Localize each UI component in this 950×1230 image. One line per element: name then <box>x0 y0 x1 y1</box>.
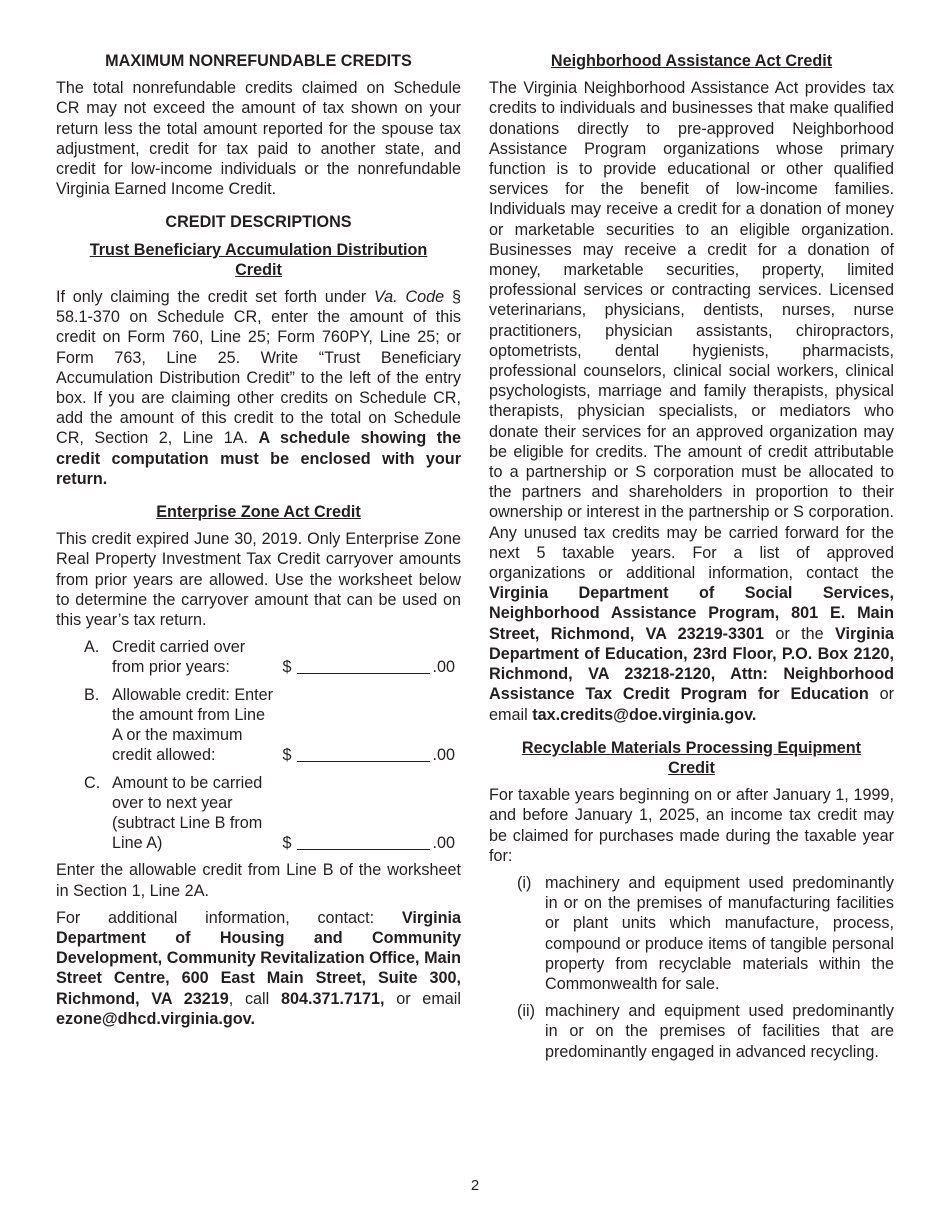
worksheet-line-a <box>56 637 461 677</box>
list-item <box>489 1001 894 1062</box>
worksheet-text: Credit carried over from prior years: <box>112 638 246 677</box>
list-item <box>489 873 894 994</box>
recyclable-heading <box>489 738 894 778</box>
credit-descriptions-heading: CREDIT DESCRIPTIONS <box>165 213 352 232</box>
max-credits-heading: MAXIMUM NONREFUNDABLE CREDITS <box>105 52 412 70</box>
right-column <box>489 51 894 1069</box>
list-item-text: machinery and equipment used predominantly in or on the premises of facilities that are predominantly engaged in advanced recycling. <box>545 1002 894 1061</box>
naa-doe-address: Virginia Department of Education, 23rd Floor, P.O. Box 2120, Richmond, VA 23218-2120, Attn: Neighborhood Assistance Tax Credit Program for Education <box>489 624 895 704</box>
naa-text: The Virginia Neighborhood Assistance Act provides tax credits to individuals and businesses that make qualified donations directly to pre-approved Neighborhood Assistance Program organizations whose primary function is to provide educational or other qualified services for the benefit of low-income families. Individuals may receive a credit for a donation of money or marketable securities to an eligible organization. Businesses may receive a credit for a donation of money, marketable securities, property, limited professional services or contracting services. Licensed veterinarians, physicians, dentists, nurses, nurse practitioners, physician assistants, chiropractors, optometrists, dental hygienists, pharmacists, professional counselors, clinical social workers, clinical psychologists, marriage and family therapists, physical therapists, physician specialists, or mediators who donate their services for an approved organization may be eligible for credits. The amount of credit attributable to a partnership or S corporation must be allocated to the partners and shareholders in proportion to their ownership or interest in the partnership or S corporation. Any unused tax credits may be carried forward for the next 5 taxable years. For a list of approved organizations or additional information, contact the <box>489 79 894 583</box>
worksheet-line-c <box>56 773 461 854</box>
trust-heading-line1: Trust Beneficiary Accumulation Distribution <box>89 240 428 259</box>
va-code-italic: Va. Code <box>373 288 445 307</box>
naa-heading-text: Neighborhood Assistance Act Credit <box>550 52 833 70</box>
left-column <box>56 51 461 1036</box>
contact-text: For additional information, contact: <box>56 908 402 927</box>
worksheet-letter: B. <box>84 685 100 704</box>
naa-text: or the <box>764 624 835 643</box>
dollar-sign: $ <box>282 834 292 853</box>
naa-dss-address: Virginia Department of Social Services, Neighborhood Assistance Program, 801 E. Main Street, Richmond, VA 23219-3301 <box>489 584 894 643</box>
trust-heading-line2: Credit <box>235 260 282 279</box>
amount-blank[interactable] <box>297 747 430 762</box>
page-number: 2 <box>470 1177 480 1194</box>
contact-phone[interactable]: 804.371.7171, <box>280 989 385 1008</box>
trust-credit-paragraph <box>56 287 461 489</box>
naa-heading <box>489 51 894 71</box>
trust-credit-heading <box>56 240 461 280</box>
cents: .00 <box>432 746 455 765</box>
worksheet-text: Allowable credit: Enter the amount from Line A or the maximum credit allowed: <box>112 685 274 765</box>
amount-blank[interactable] <box>297 659 430 674</box>
rm-heading-line2: Credit <box>668 758 715 777</box>
rm-heading-line1: Recyclable Materials Processing Equipment <box>521 738 862 757</box>
worksheet-text: Amount to be carried over to next year (subtract Line B from Line A) <box>112 773 263 853</box>
list-item-number: (ii) <box>517 1002 535 1021</box>
contact-text: or email <box>384 989 461 1008</box>
trust-text-a: If only claiming the credit set forth under <box>56 288 374 307</box>
naa-text: or email <box>489 685 894 724</box>
worksheet-line-b <box>56 685 461 766</box>
enterprise-zone-contact <box>56 908 461 1029</box>
list-item-text: machinery and equipment used predominantly in or on the premises of manufacturing facilities or plant units which manufacture, process, compound or produce items of tangible personal property from recyclable materials within the Commonwealth for sale. <box>545 873 894 993</box>
ez-heading-text: Enterprise Zone Act Credit <box>156 503 361 522</box>
dollar-sign: $ <box>282 746 292 765</box>
amount-blank[interactable] <box>297 835 430 850</box>
trust-text-bold: A schedule showing the credit computation must be enclosed with your return. <box>56 429 461 488</box>
cents: .00 <box>432 658 455 677</box>
contact-email[interactable]: ezone@dhcd.virginia.gov. <box>56 1009 255 1028</box>
enterprise-zone-after: Enter the allowable credit from Line B of the worksheet in Section 1, Line 2A. <box>56 861 461 900</box>
trust-text-b: § 58.1-370 on Schedule CR, enter the amount of this credit on Form 760, Line 25; Form 760PY, Line 25; or Form 763, Line 25. Write “Trust Beneficiary Accumulation Distribution Credit” to the left of the entry box. If you are claiming other credits on Schedule CR, add the amount of this credit to the total on Schedule CR, Section 2, Line 1A. <box>56 288 461 448</box>
cents: .00 <box>432 834 455 853</box>
worksheet-letter: A. <box>84 638 100 657</box>
worksheet-letter: C. <box>84 773 101 792</box>
worksheet-amount-field[interactable] <box>282 657 455 677</box>
contact-address-bold: Virginia Department of Housing and Community Development, Community Revitalization Office, Main Street Centre, 600 East Main Street, Suite 300, Richmond, VA 23219 <box>56 908 461 1008</box>
dollar-sign: $ <box>282 658 292 677</box>
worksheet-amount-field[interactable] <box>282 745 455 765</box>
list-item-number: (i) <box>517 873 532 892</box>
enterprise-zone-paragraph: This credit expired June 30, 2019. Only Enterprise Zone Real Property Investment Tax Credit carryover amounts from prior years are allowed. Use the worksheet below to determine the carryover amount that can be used on this year’s tax return. <box>56 530 461 630</box>
max-credits-paragraph: The total nonrefundable credits claimed on Schedule CR may not exceed the amount of tax shown on your return less the total amount reported for the spouse tax adjustment, credit for tax paid to another state, and credit for low-income individuals or the nonrefundable Virginia Earned Income Credit. <box>56 79 461 199</box>
recyclable-paragraph: For taxable years beginning on or after January 1, 1999, and before January 1, 2025, an income tax credit may be claimed for purchases made during the taxable year for: <box>489 786 894 865</box>
worksheet-amount-field[interactable] <box>282 833 455 853</box>
enterprise-zone-heading <box>56 502 461 522</box>
contact-text: , call <box>228 989 281 1008</box>
naa-email[interactable]: tax.credits@doe.virginia.gov. <box>532 705 757 724</box>
naa-paragraph <box>489 78 894 725</box>
